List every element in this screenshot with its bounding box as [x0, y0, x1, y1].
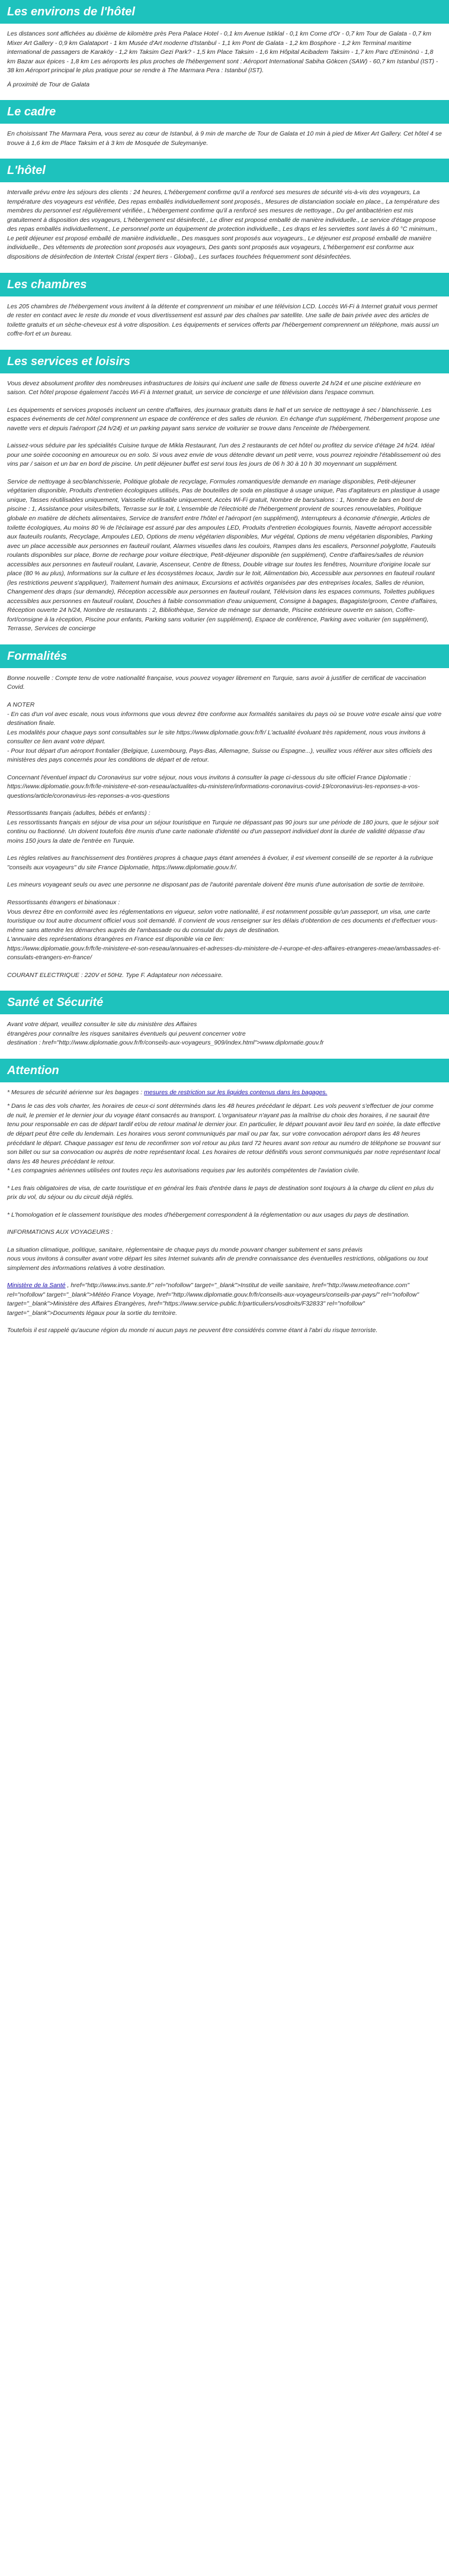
paragraph: Bonne nouvelle : Compte tenu de votre nationalité française, vous pouvez voyager librement en Turquie, sans avoir à justifier de certificat de vaccination Covid.: [7, 674, 428, 691]
paragraph: Laissez-vous séduire par les spécialités Cuisine turque de Mikla Restaurant, l'un des 2 restaurants de cet hôtel ou profitez du service d'étage 24 h/24. Idéal pour une soirée cocooning en amoureux ou en solo. Si vous avez envie de vous détendre devant un petit verre, vous pourrez rejoindre l'établissement où des vins par / saison et un bar en bord de piscine. Un petit déjeuner buffet est servi tous les jours de 06 h 30 à 10 h 30 moyennant un supplément.: [7, 442, 443, 468]
paragraph: Les règles relatives au franchissement des frontières propres à chaque pays étant amenées à évoluer, il est vivement conseillé de se reporter à la rubrique "conseils aux voyageurs" du site France Diplomatie, https://www.diplomatie.gouv.fr/.: [7, 855, 435, 871]
section-services: [0, 350, 449, 634]
paragraph: Ressortissants français (adultes, bébés et enfants) : Les ressortissants français en séjour de visa pour un séjour touristique en Turquie ne dépassant pas 90 jours sur une période de 180 jours, que le séjour soit continu ou fractionné. Un doivent toutefois être munis d'une carte nationale d'identité ou d'un passeport individuel dont la durée de validité dépasse d'au moins 150 jours la date de l'entrée en Turquie.: [7, 810, 439, 844]
section-banner: Les chambres: [0, 273, 449, 296]
paragraph: A NOTER - En cas d'un vol avec escale, nous vous informons que vous devrez être conforme aux formalités sanitaires du pays où se trouve votre escale ainsi que votre destination finale. Les modalités pour chaque pays sont consultables sur le site https://www.diplomatie.gouv.fr/fr/ L'actualité évoluant très rapidement, nous vous invitons à consulter ce lien avant votre départ. - Pour tout départ d'un aéroport frontalier (Belgique, Luxembourg, Pays-Bas, Allemagne, Suisse ou Espagne...), veuillez vous référer aux sites officiels des ministères des pays concernés pour les conditions de départ et de retour.: [7, 701, 442, 764]
section-hotel: [0, 159, 449, 262]
section-formalites: [0, 644, 449, 980]
section-environs: [0, 0, 449, 89]
paragraph: * L'homologation et le classement touristique des modes d'hébergement correspondent à la réglementation ou aux usages du pays de destination.: [7, 1211, 410, 1218]
paragraph: Toutefois il est rappelé qu'aucune région du monde ni aucun pays ne peuvent être considérés comme étant à l'abri du risque terroriste.: [7, 1327, 378, 1334]
luggage-restrictions-link[interactable]: mesures de restriction sur les liquides contenus dans les bagages.: [144, 1088, 328, 1096]
paragraph: La situation climatique, politique, sanitaire, réglementaire de chaque pays du monde pouvant changer subitement et sans préavis nous vous invitons à consulter avant votre départ les sites Internet suivants afin de prendre connaissance des éventuelles restrictions, obligations ou tout simplement des informations relatives à votre destination.: [7, 1246, 428, 1272]
section-sante-securite: [0, 991, 449, 1048]
paragraph: Avant votre départ, veuillez consulter le site du ministère des Affaires étrangères pour connaître les risques sanitaires éventuels qui peuvent concerner votre destination : href="http://www.diplomatie.gouv.fr/fr/conseils-aux-voyageurs_909/index.html">www.diplomatie.gouv.fr: [7, 1021, 324, 1047]
ministry-health-link[interactable]: Ministère de la Santé: [7, 1282, 66, 1289]
section-attention: [0, 1059, 449, 1336]
paragraph: Intervalle prévu entre les séjours des clients : 24 heures, L'hébergement confirme qu'il a renforcé ses mesures de sécurité vis-à-vis des voyageurs, La température des voyageurs est vérifiée, Des repas emballés individuellement sont proposés., Mesures de distanciation sociale en place., La température des membres du personnel est régulièrement vérifiée., L'hébergement confirme qu'il a renforcé ses mesures de nettoyage., Du gel antibactérien est mis gratuitement à disposition des voyageurs, L'hébergement est désinfecté., Le dîner est proposé emballé de manière individuelle., Le service d'étage propose des repas emballés individuellement., Le personnel porte un équipement de protection individuelle., Les draps et les serviettes sont lavés à 60 °C minimum., Le petit déjeuner est proposé emballé de manière individuelle., Des masques sont proposés aux voyageurs., Le déjeuner est proposé emballé de manière individuelle., Des vêtements de protection sont proposés aux voyageurs, Des gants sont proposés aux voyageurs, L'hébergement est conforme aux dispositions de désinfection de Intertek Cristal (expert tiers - Global)., Les surfaces touchées fréquemment sont désinfectées.: [7, 189, 442, 260]
paragraph: Les 205 chambres de l'hébergement vous invitent à la détente et comprennent un minibar et une télévision LCD. Loccès Wi-Fi à Internet gratuit vous permet de rester en contact avec le reste du monde et vous divertissement est assuré par des chaînes par satellite. Une salle de bain privée avec des articles de toilette gratuits et un sèche-cheveux est à votre disposition. Les équipements et services offerts par l'hébergement comprennent un téléphone, mais aussi un coffre-fort et un bureau.: [7, 302, 441, 338]
section-banner: Attention: [0, 1059, 449, 1082]
section-chambres: [0, 273, 449, 339]
paragraph: Ressortissants étrangers et binationaux : Vous devrez être en conformité avec les réglementations en vigueur, selon votre nationalité, il est notamment possible qu'un passeport, un visa, une carte touristique ou tout autre document officiel vous soit demandé. Il convient de vous renseigner sur les délais d'obtention de ces documents et d'effectuer vous-même sans attendre les démarches auprès de l'ambassade ou du consulat du pays de destination. L'annuaire des représentations étrangères en France est disponible via ce lien: https://www.diplomatie.gouv.fr/fr/le-ministere-et-son-reseau/annuaires-et-adresses-du-ministere-de-l-europe-et-des-affaires-etrangeres-meae/ambassades-et-consulats-etrangers-en-france/: [7, 899, 441, 962]
paragraph: Service de nettoyage à sec/blanchisserie, Politique globale de recyclage, Formules romantiques/de demande en mariage disponibles, Petit-déjeuner végétarien disponible, Produits d'entretien écologiques utilisés, Pas de bouteilles de soda en plastique à usage unique, Pas d'agitateurs en plastique à usage unique, Tasses réutilisables uniquement, Vaisselle réutilisable uniquement, Accès Wi-Fi gratuit, Nombre de bars/salons : 1, Nombre de bars en bord de piscine : 1, Assistance pour visites/billets, Terrasse sur le toit, L'ensemble de l'électricité de l'hébergement provient de sources renouvelables, Politique globale en matière de déchets alimentaires, Service de transfert entre l'hôtel et l'aéroport (en supplément), Interrupteurs à économie d'énergie, Articles de toilette écologiques, Au moins 80 % de l'éclairage est assuré par des ampoules LED, Produits d'entretien écologiques fournis, Navette aéroport accessible aux fauteuils roulants, Recyclage, Ampoules LED, Options de menu végétarien disponibles, Mur végétal, Options de menu végétarien disponibles, Parking avec un place accessible aux personnes en fauteuil roulant, Alarmes visuelles dans les couloirs, Rampes dans les escaliers, Personnel polyglotte, Fauteuils roulants disponibles sur place, Borne de recharge pour voiture électrique, Petit-déjeuner disponible (en supplément), Centre d'affaires/salles de réunion accessibles aux personnes en fauteuil roulant, Lavarie, Ascenseur, Centre de fitness, Double vitrage sur toutes les fenêtres, Nourriture d'origine locale sur place (80 % au plus), Informations sur la culture et les écosystèmes locaux, Jardin sur le toit, Alimentation bio, Accessible aux personnes en fauteuil roulant (les restrictions peuvent s'appliquer), Traitement humain des animaux, Excursions et activités organisées par des entreprises locales, Salles de réunion, Changement des draps (sur demande), Réception accessible aux personnes en fauteuil roulant, Télévision dans les espaces communs, Toilettes publiques accessibles aux personnes en fauteuil roulant, Douches à faible consommation d'eau uniquement, Consigne à bagages, Bagagiste/groom, Centre d'affaires, Réception ouverte 24 h/24, Nombre de restaurants : 2, Bibliothèque, Service de ménage sur demande, Piscine extérieure ouverte en saison, Coffre-fort/consigne à la réception, Piscine pour enfants, Parking sans voiturier (en supplément), Espace de conférence, Parking avec voiturier (en supplément), Terrasse, Services de concierge: [7, 478, 442, 633]
section-banner: Le cadre: [0, 100, 449, 124]
paragraph: * Dans le cas des vols charter, les horaires de ceux-ci sont déterminés dans les 48 heures précédant le départ. Les vols peuvent s'effectuer de jour comme de nuit, le premier et le dernier jour du voyage étant consacrés au transport. L'organisateur n'ayant pas la maîtrise du choix des horaires, il ne saurait être tenu pour responsable en cas de départ tardif et/ou de retour matinal le dernier jour. En particulier, le départ pouvant avoir lieu tard en soirée, la date effective de départ peut être celle du lendemain. Les horaires vous seront communiqués par mail ou par fax, sur votre convocation aéroport dans les 48 heures précédant le départ. Chaque passager est tenu de reconfirmer son vol retour au plus tard 72 heures avant son retour au numéro de téléphone se trouvant sur son billet ou sur sa convocation ou auprès de notre représentant local. Les horaires de retour définitifs vous seront communiqués par notre représentant local dans les 48 heures précédant le retour. * Les compagnies aériennes utilisées ont toutes reçu les autorisations requises par les autorités compétentes de l'aviation civile.: [7, 1102, 441, 1175]
paragraph: [7, 1281, 442, 1318]
paragraph-text: , href="http://www.invs.sante.fr" rel="nofollow" target="_blank">Institut de veille sanitaire, href="http://www.meteofrance.com" rel="nofollow" target="_blank">Météo France Voyage, href="http://www.diplomatie.gouv.fr/fr/conseils-aux-voyageurs/conseils-par-pays/" rel="nofollow" target="_blank">Ministère des Affaires Étrangères, href="https://www.service-public.fr/particuliers/vosdroits/F32833" rel="nofollow" target="_blank">Documents légaux pour la sortie du territoire.: [7, 1282, 421, 1317]
section-banner: Les environs de l'hôtel: [0, 0, 449, 24]
paragraph: Les distances sont affichées au dixième de kilomètre près Pera Palace Hotel - 0,1 km Avenue Istiklal - 0,1 km Corne d'Or - 0,7 km Tour de Galata - 0,7 km Mixer Art Gallery - 0,9 km Galataport - 1 km Musée d'Art moderne d'Istanbul - 1,1 km Pont de Galata - 1,2 km Bosphore - 1,2 km Terminal maritime international de passagers de Karaköy - 1,2 km Taksim Gezi Park? - 1,5 km Place Taksim - 1,6 km Hôpital Acibadem Taksim - 1,7 km Parc d'Eminönü - 1,8 km Bazar aux épices - 1,8 km Les aéroports les plus proches de l'hébergement sont : Aéroport International Sabiha Gökcen (SAW) - 60,7 km Istanbul (IST) - 38 km Aéroport principal le plus pratique pour se rendre à The Marmara Pera : Istanbul (IST).: [7, 30, 440, 75]
paragraph: En choisissant The Marmara Pera, vous serez au cœur de Istanbul, à 9 min de marche de Tour de Galata et 10 min à pied de Mixer Art Gallery. Cet hôtel 4 se trouve à 1,6 km de Place Taksim et à 3 km de Mosquée de Suleymaniye.: [7, 130, 444, 147]
paragraph: INFORMATIONS AUX VOYAGEURS :: [7, 1229, 113, 1236]
paragraph-text: * Mesures de sécurité aérienne sur les bagages :: [7, 1088, 145, 1096]
section-banner: Les services et loisirs: [0, 350, 449, 373]
paragraph: Concernant l'éventuel impact du Coronavirus sur votre séjour, nous vous invitons à consulter la page ci-dessous du site officiel France Diplomatie : https://www.diplomatie.gouv.fr/fr/le-ministere-et-son-reseau/actualites-du-ministere/informations-coronavirus-covid-19/coronavirus-les-reponses-a-vos-questions/article/coronavirus-les-reponses-a-vos-questions: [7, 773, 420, 799]
section-cadre: [0, 100, 449, 148]
paragraph: Les équipements et services proposés incluent un centre d'affaires, des journaux gratuits dans le hall et un service de nettoyage à sec / blanchisserie. Les espaces événements de cet hôtel comprennent un espace de conférence et des salles de réunion. En échange d'un supplément, l'hébergement propose une navette vers et depuis l'aéroport (24 h/24) et un parking payant sans service de voiturier se trouve dans l'enceinte de l'hébergement.: [7, 406, 442, 432]
paragraph: À proximité de Tour de Galata: [7, 80, 90, 88]
section-banner: Santé et Sécurité: [0, 991, 449, 1014]
section-banner: L'hôtel: [0, 159, 449, 182]
paragraph: Vous devez absolument profiter des nombreuses infrastructures de loisirs qui incluent une salle de fitness ouverte 24 h/24 et une piscine extérieure en saison. Cet hôtel propose également l'accès Wi-Fi à Internet gratuit, un service de concierge et une télévision dans l'espace commun.: [7, 379, 423, 396]
paragraph: * Les frais obligatoires de visa, de carte touristique et en général les frais d'entrée dans le pays de destination sont toujours à la charge du client en plus du prix du vol, du séjour ou du circuit déjà réglés.: [7, 1184, 435, 1201]
paragraph: [7, 1088, 442, 1098]
paragraph: COURANT ELECTRIQUE : 220V et 50Hz. Type F. Adaptateur non nécessaire.: [7, 971, 223, 979]
section-banner: Formalités: [0, 644, 449, 668]
paragraph: Les mineurs voyageant seuls ou avec une personne ne disposant pas de l'autorité parentale doivent être munis d'une autorisation de sortie de territoire.: [7, 881, 425, 889]
